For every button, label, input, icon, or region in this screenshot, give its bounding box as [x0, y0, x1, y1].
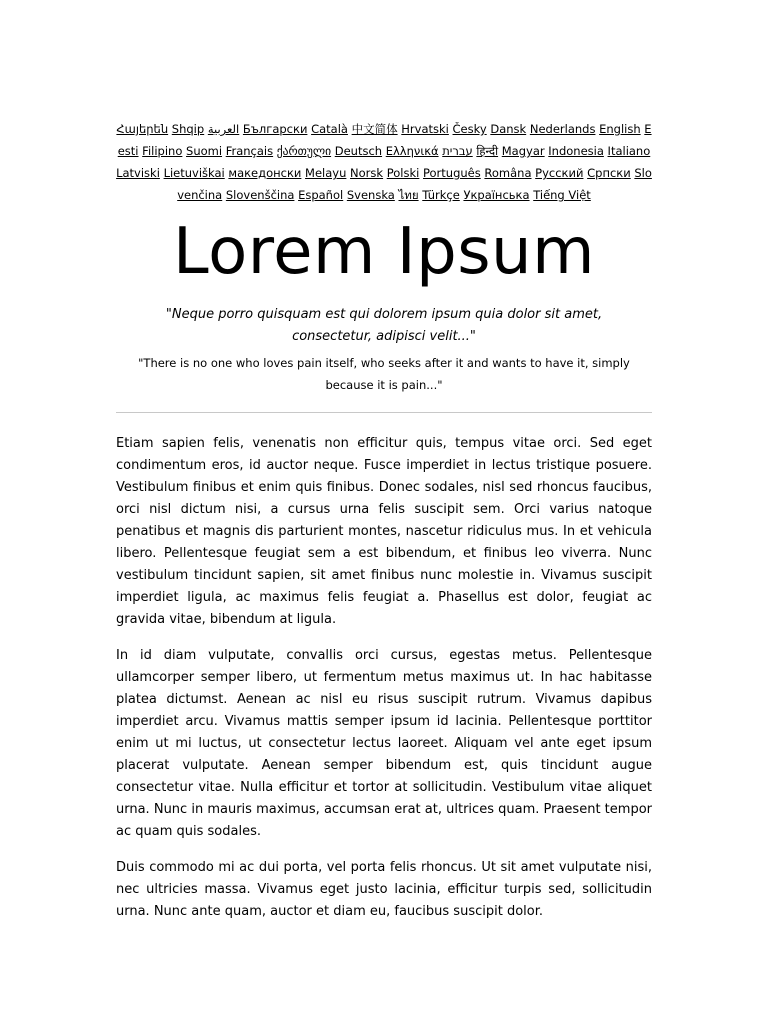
language-link[interactable]: Norsk	[350, 166, 384, 180]
language-link[interactable]: Shqip	[171, 122, 205, 136]
paragraph: Etiam sapien felis, venenatis non efficitur quis, tempus vitae orci. Sed eget condimentum eros, id auctor neque. Fusce imperdiet in lectus tristique posuere. Vestibulum finibus et enim quis finibus. Donec sodales, nisl sed rhoncus faucibus, orci nisl dictum nisi, a cursus urna felis suscipit sem. Orci varius natoque penatibus et magnis dis parturient montes, nascetur ridiculus mus. In et vehicula libero. Pellentesque feugiat sem a est bibendum, et finibus leo viverra. Nunc vestibulum tincidunt sapien, sit amet finibus nunc molestie in. Vivamus suscipit imperdiet ligula, ac maximus felis feugiat a. Phasellus est dolor, feugiat ac gravida vitae, bibendum at ligula.	[116, 436, 652, 627]
language-link[interactable]: Português	[423, 166, 481, 180]
language-link[interactable]: 中文简体	[351, 122, 398, 136]
page-title: Lorem Ipsum	[173, 215, 595, 289]
language-link[interactable]: Հայերեն	[116, 122, 169, 136]
language-link[interactable]: Lietuviškai	[163, 166, 225, 180]
english-quote: "There is no one who loves pain itself, who seeks after it and wants to have it, simply because it is pain..."	[138, 356, 630, 392]
body-content	[116, 433, 652, 923]
language-link[interactable]: Nederlands	[529, 122, 596, 136]
language-link[interactable]: Latviski	[116, 166, 160, 180]
language-link[interactable]: Српски	[587, 166, 631, 180]
page-container	[116, 118, 652, 937]
language-link[interactable]: Magyar	[501, 144, 545, 158]
latin-quote: "Neque porro quisquam est qui dolorem ipsum quia dolor sit amet, consectetur, adipisci velit..."	[165, 307, 603, 344]
language-link[interactable]: Español	[298, 188, 344, 202]
language-link[interactable]: Svenska	[346, 188, 395, 202]
language-link[interactable]: Български	[242, 122, 308, 136]
language-link[interactable]: Polski	[386, 166, 420, 180]
language-link[interactable]: ไทย	[398, 188, 419, 202]
language-link[interactable]: ქართული	[276, 144, 332, 158]
language-link[interactable]: Melayu	[305, 166, 347, 180]
language-link[interactable]: Slovenčina	[177, 166, 652, 202]
language-link[interactable]: Français	[225, 144, 274, 158]
language-link[interactable]: العربية	[207, 122, 240, 136]
language-link[interactable]: Türkçe	[422, 188, 460, 202]
language-link[interactable]: Hrvatski	[401, 122, 449, 136]
language-link[interactable]: Deutsch	[334, 144, 383, 158]
language-link[interactable]: македонски	[228, 166, 302, 180]
paragraph: In id diam vulputate, convallis orci cursus, egestas metus. Pellentesque ullamcorper semper libero, ut fermentum metus maximus ut. In hac habitasse platea dictumst. Aenean ac nisl eu risus suscipit rutrum. Vivamus dapibus imperdiet arcu. Vivamus mattis semper ipsum id lacinia. Pellentesque porttitor enim ut mi luctus, ut consectetur lectus laoreet. Aliquam vel ante eget ipsum placerat vulputate. Aenean semper bibendum est, quis tincidunt augue consectetur vitae. Nulla efficitur et tortor at sollicitudin. Vestibulum vitae aliquet urna. Nunc in mauris maximus, accumsan erat at, ultrices quam. Praesent tempor ac quam quis sodales.	[116, 648, 652, 839]
language-link[interactable]: Català	[311, 122, 348, 136]
language-link[interactable]: Filipino	[142, 144, 183, 158]
paragraph: Duis commodo mi ac dui porta, vel porta felis rhoncus. Ut sit amet vulputate nisi, nec ultricies massa. Vivamus eget justo lacinia, efficitur turpis sed, sollicitudin urna. Nunc ante quam, auctor et diam eu, faucibus suscipit dolor.	[116, 860, 652, 919]
language-link[interactable]: עברית	[442, 144, 473, 158]
language-link[interactable]: Tiếng Việt	[533, 188, 591, 202]
language-link[interactable]: हिन्दी	[476, 144, 499, 158]
language-link[interactable]: Ελληνικά	[385, 144, 439, 158]
language-link[interactable]: Italiano	[607, 144, 651, 158]
language-links	[116, 118, 652, 206]
language-link[interactable]: Українська	[463, 188, 530, 202]
language-link[interactable]: Româna	[484, 166, 532, 180]
language-link[interactable]: Dansk	[490, 122, 527, 136]
language-link[interactable]: Indonesia	[548, 144, 604, 158]
language-link[interactable]: English	[599, 122, 641, 136]
language-link[interactable]: Česky	[452, 122, 487, 136]
language-link[interactable]: Slovenščina	[225, 188, 295, 202]
language-link[interactable]: Pyccкий	[535, 166, 584, 180]
language-link[interactable]: Suomi	[186, 144, 223, 158]
language-link[interactable]: Eesti	[117, 122, 652, 158]
divider	[116, 412, 652, 413]
